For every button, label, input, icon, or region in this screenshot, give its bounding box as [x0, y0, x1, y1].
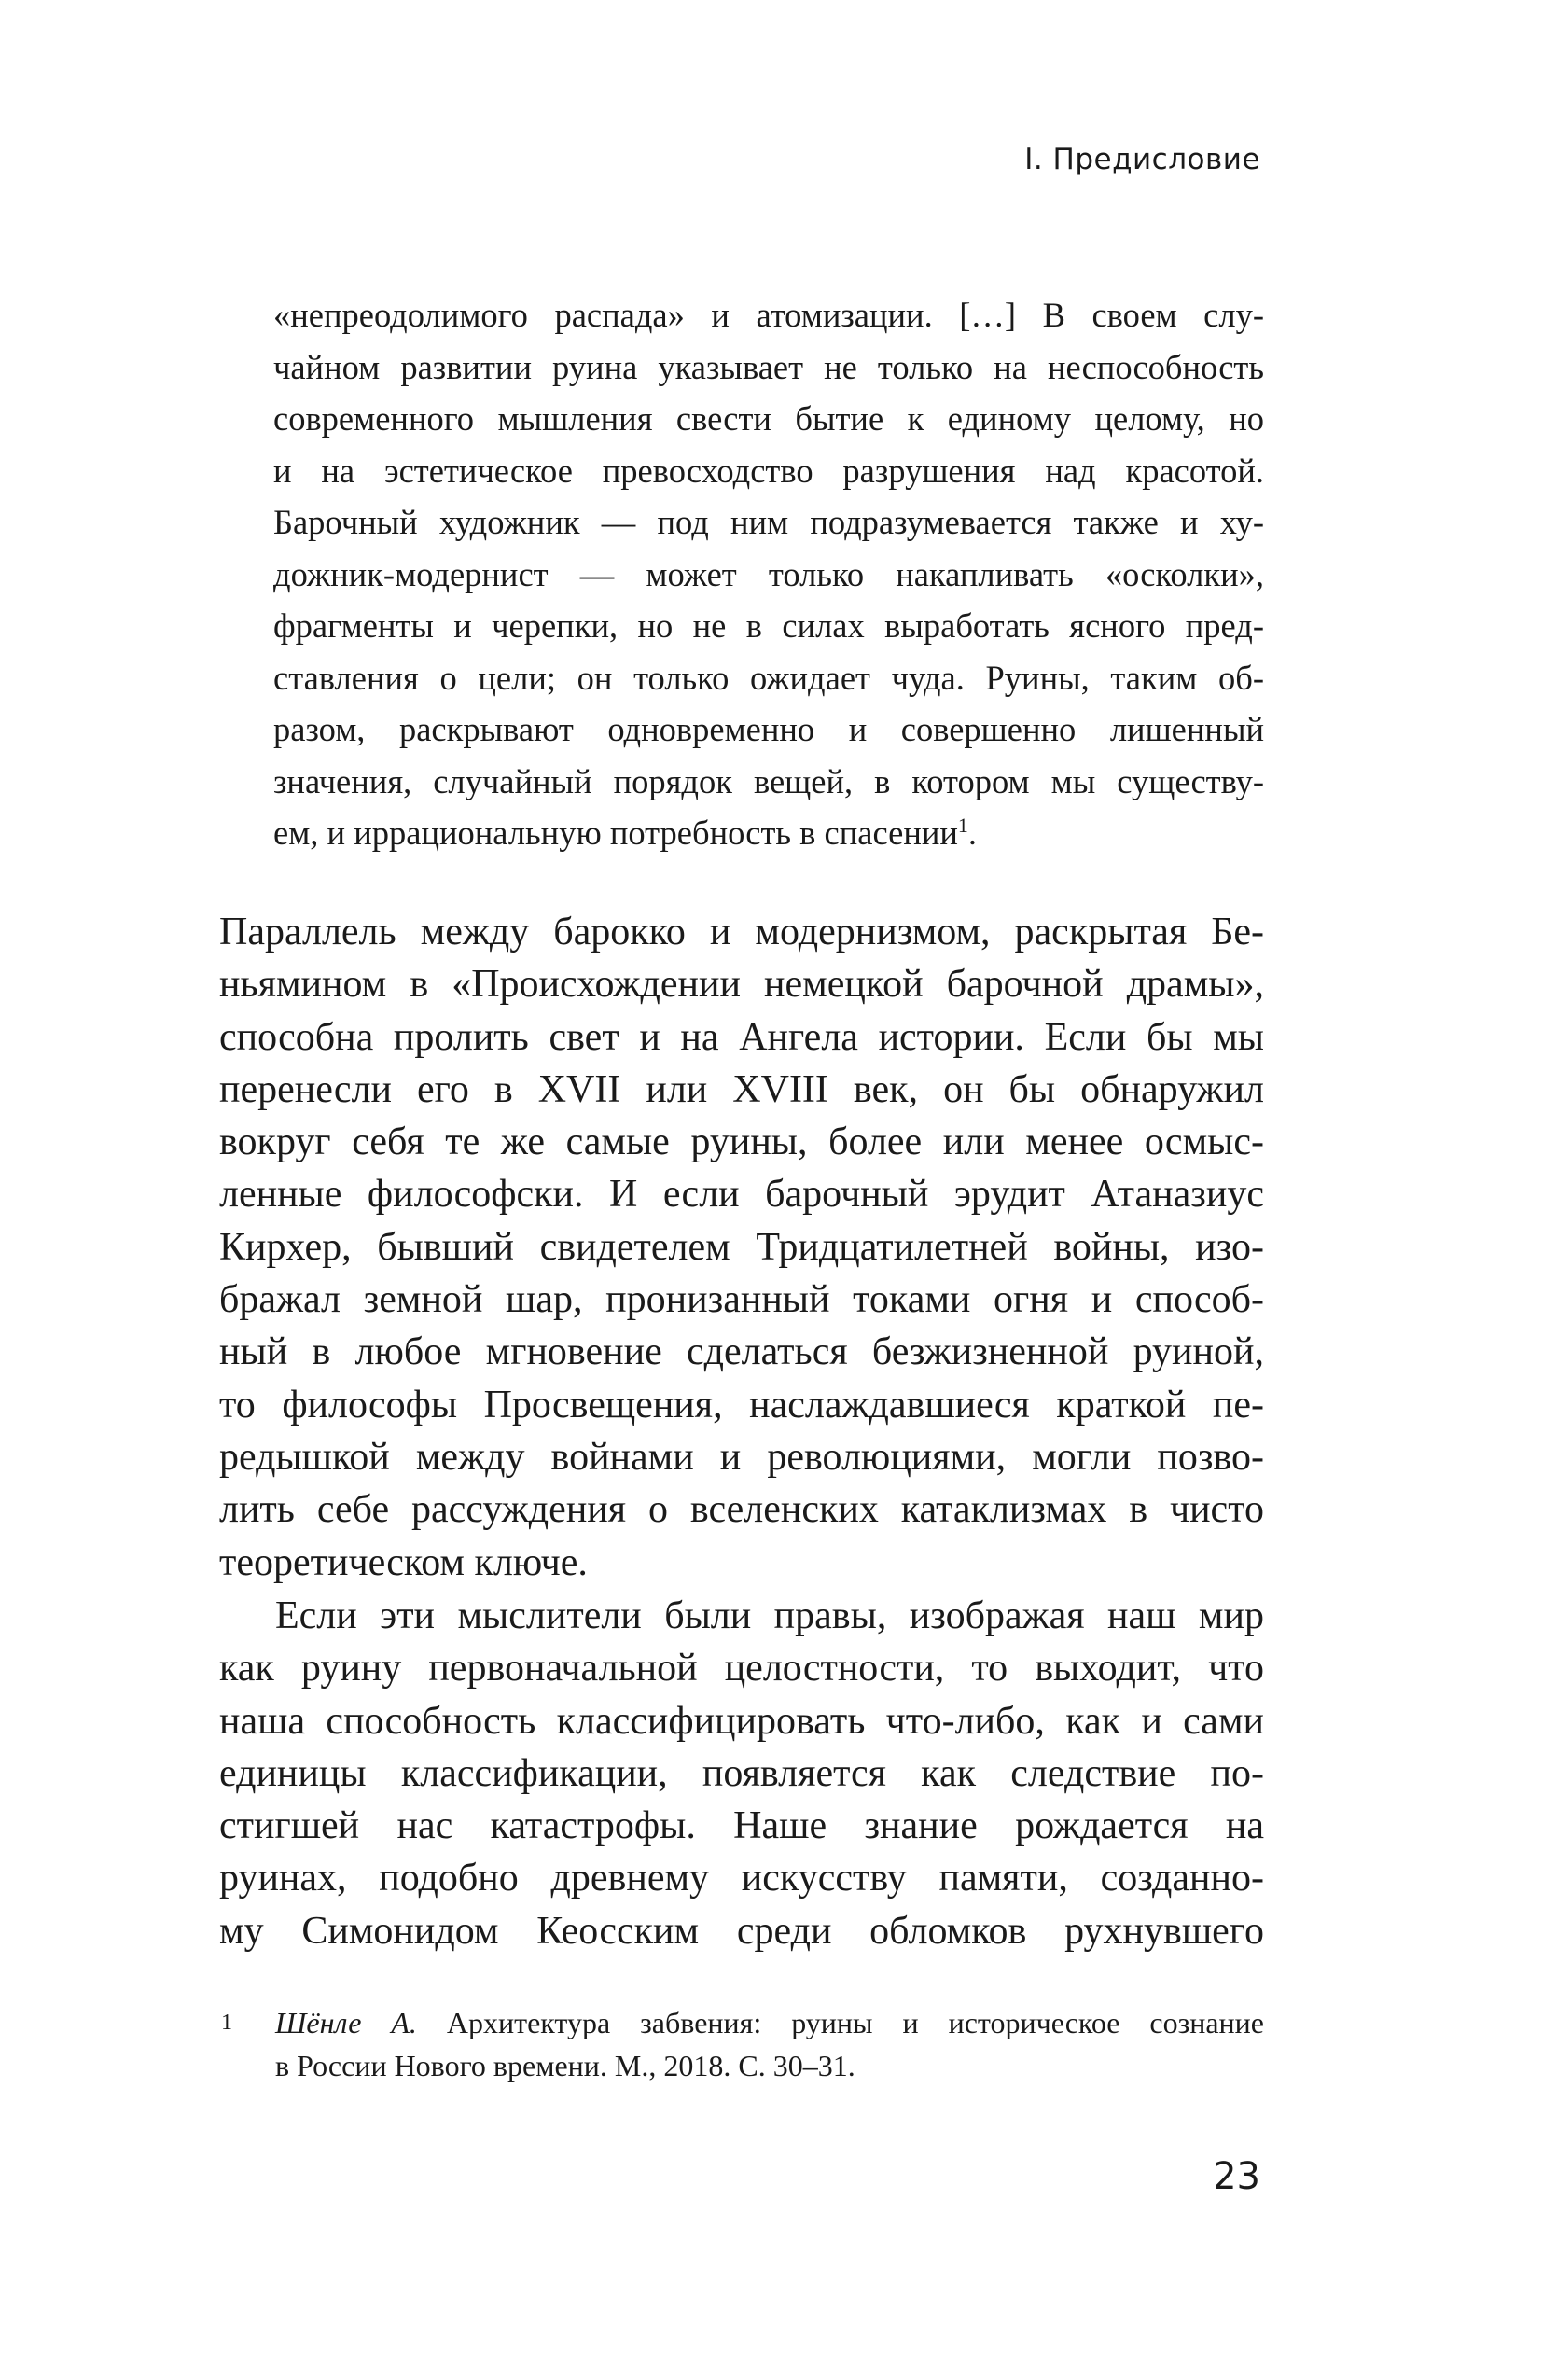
paragraph-line: редышкой между войнами и революциями, могли позво-: [219, 1435, 1264, 1479]
quote-line: дожник-модернист — может только накапливать «осколки»,: [273, 554, 1264, 593]
quote-line: и на эстетическое превосходство разрушения над красотой.: [273, 451, 1264, 490]
footnote-author: Шёнле А.: [275, 2006, 417, 2039]
paragraph-line: Параллель между барокко и модернизмом, раскрытая Бе-: [219, 911, 1264, 953]
paragraph-line: теоретическом ключе.: [219, 1540, 588, 1584]
paragraph-line: руинах, подобно древнему искусству памяти, созданно-: [219, 1857, 1264, 1900]
body-paragraph-2: [219, 1590, 1264, 1957]
quote-line: «непреодолимого распада» и атомизации. […] В своем слу-: [273, 296, 1264, 334]
paragraph-line: единицы классификации, появляется как следствие по-: [219, 1751, 1264, 1795]
footnote-line-2: в России Нового времени. М., 2018. С. 30–31.: [275, 2049, 855, 2082]
paragraph-line: бражал земной шар, пронизанный токами огня и способ-: [219, 1278, 1264, 1322]
paragraph-line: как руину первоначальной целостности, то выходит, что: [219, 1647, 1264, 1691]
quote-end-punct: .: [967, 814, 977, 852]
footnote: [221, 2001, 1264, 2087]
paragraph-line: Если эти мыслители были правы, изображая наш мир: [275, 1594, 1264, 1637]
paragraph-line: ньямином в «Происхождении немецкой барочной драмы»,: [219, 963, 1264, 1007]
paragraph-line: способна пролить свет и на Ангела истории. Если бы мы: [219, 1015, 1264, 1059]
paragraph-line: лить себе рассуждения о вселенских катаклизмах в чисто: [219, 1488, 1264, 1532]
body-paragraph-1: [219, 906, 1264, 1589]
paragraph-line: перенесли его в XVII или XVIII век, он бы обнаружил: [219, 1067, 1264, 1111]
quote-line: Барочный художник — под ним подразумевается также и ху-: [273, 503, 1264, 541]
footnote-title: Архитектура забвения: руины и историческое сознание: [416, 2006, 1265, 2039]
footnote-reference[interactable]: 1: [957, 813, 968, 837]
paragraph-line: то философы Просвещения, наслаждавшиеся краткой пе-: [219, 1383, 1264, 1427]
quote-last-line: [273, 807, 1264, 859]
footnote-number: 1: [221, 2011, 232, 2035]
quote-line: разом, раскрывают одновременно и совершенно лишенный: [273, 710, 1264, 748]
quote-line: ставления о цели; он только ожидает чуда. Руины, таким об-: [273, 658, 1264, 697]
quote-line: значения, случайный порядок вещей, в котором мы существу-: [273, 761, 1264, 800]
paragraph-line: му Симонидом Кеосским среди обломков рухнувшего: [219, 1909, 1264, 1953]
paragraph-line: Кирхер, бывший свидетелем Тридцатилетней войны, изо-: [219, 1225, 1264, 1269]
quote-line: чайном развитии руина указывает не только на неспособность: [273, 347, 1264, 386]
paragraph-line: наша способность классифицировать что-либо, как и сами: [219, 1699, 1264, 1743]
quote-line: фрагменты и черепки, но не в силах выработать ясного пред-: [273, 606, 1264, 645]
quote-last-line-text: ем, и иррациональную потребность в спасении: [273, 814, 958, 852]
page-number: 23: [1213, 2155, 1260, 2198]
paragraph-line: ный в любое мгновение сделаться безжизненной руиной,: [219, 1330, 1264, 1374]
running-head: I. Предисловие: [1024, 143, 1260, 176]
paragraph-line: вокруг себя те же самые руины, более или менее осмыс-: [219, 1120, 1264, 1164]
quote-line: современного мышления свести бытие к единому целому, но: [273, 399, 1264, 438]
paragraph-line: ленные философски. И если барочный эрудит Атаназиус: [219, 1173, 1264, 1217]
paragraph-line: стигшей нас катастрофы. Наше знание рождается на: [219, 1804, 1264, 1848]
footnote-line-1: [221, 2001, 1264, 2044]
block-quote: [273, 289, 1264, 859]
